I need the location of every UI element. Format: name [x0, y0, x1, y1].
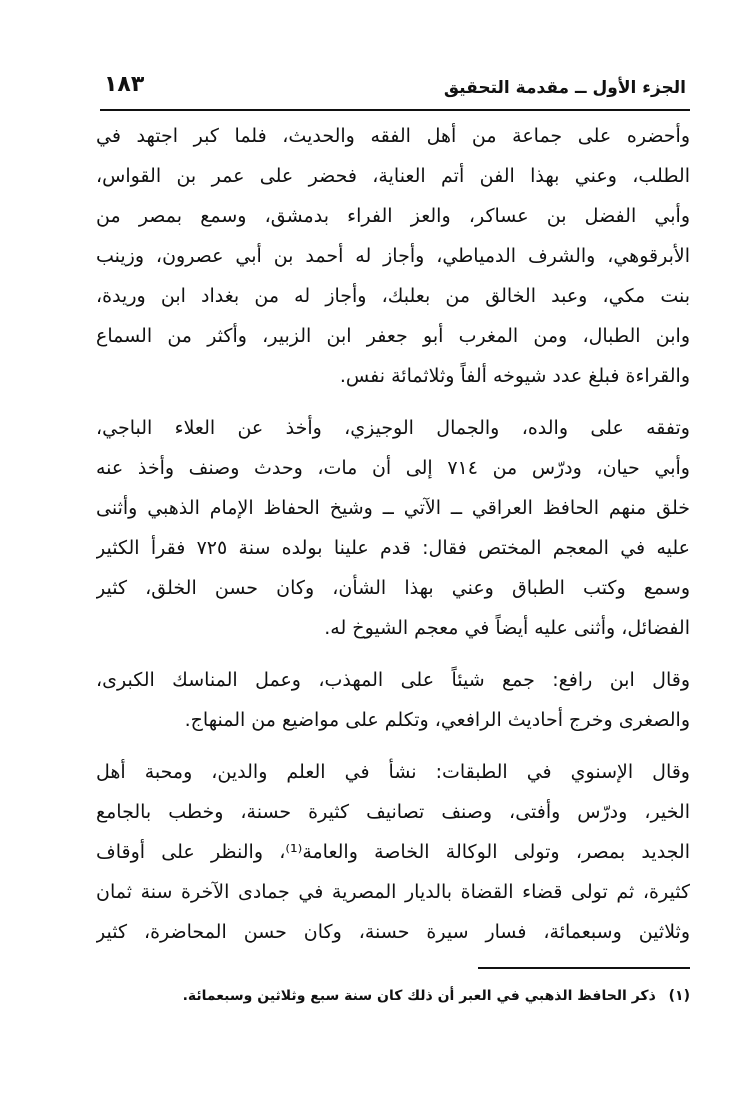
text-line: وأحضره على جماعة من أهل الفقه والحديث، فلما كبر اجتهد في	[96, 125, 690, 147]
text-line: وابن الطبال، ومن المغرب أبو جعفر ابن الزبير، وأكثر من السماع	[96, 325, 690, 347]
footnote	[100, 985, 690, 1007]
text-line: والصغرى وخرج أحاديث الرافعي، وتكلم على مواضيع من المنهاج.	[184, 709, 690, 731]
body-text	[96, 116, 690, 964]
paragraph-2	[96, 408, 690, 648]
page-number: ١٨٣	[104, 72, 145, 97]
text-line: بنت مكي، وعبد الخالق من بعلبك، وأجاز له من بغداد ابن وريدة،	[96, 285, 690, 307]
text-line: وتفقه على والده، والجمال الوجيزي، وأخذ عن العلاء الباجي،	[96, 417, 690, 439]
text-line: الخير، ودرّس وأفتى، وصنف تصانيف كثيرة حسنة، وخطب بالجامع	[96, 801, 690, 823]
text-line: وقال ابن رافع: جمع شيئاً على المهذب، وعمل المناسك الكبرى،	[96, 669, 690, 691]
text-line: الأبرقوهي، والشرف الدمياطي، وأجاز له أحمد بن أبي عصرون، وزينب	[96, 245, 690, 267]
paragraph-4	[96, 752, 690, 952]
header-rule	[100, 109, 690, 111]
text-line: كثيرة، ثم تولى قضاء القضاة بالديار المصرية في جمادى الآخرة سنة ثمان	[96, 881, 690, 903]
text-line: خلق منهم الحافظ العراقي ــ الآتي ــ وشيخ الحفاظ الإمام الذهبي وأثنى	[96, 497, 690, 519]
text-line: والقراءة فبلغ عدد شيوخه ألفاً وثلاثمائة نفس.	[339, 365, 690, 387]
paragraph-1	[96, 116, 690, 396]
text-line: وقال الإسنوي في الطبقات: نشأ في العلم والدين، ومحبة أهل	[96, 761, 690, 783]
footnote-text: ذكر الحافظ الذهبي في العبر أن ذلك كان سنة سبع وثلاثين وسبعمائة.	[182, 988, 656, 1004]
footnote-marker: (١)	[668, 988, 690, 1004]
text-line: وأبي الفضل بن عساكر، والعز الفراء بدمشق، وسمع بمصر من	[96, 205, 690, 227]
text-line: وثلاثين وسبعمائة، فسار سيرة حسنة، وكان حسن المحاضرة، كثير	[96, 921, 690, 943]
footnote-rule	[478, 967, 690, 969]
text-line: الطلب، وعني بهذا الفن أتم العناية، فحضر على عمر بن القواس،	[96, 165, 690, 187]
text-line: الجديد بمصر، وتولى الوكالة الخاصة والعامة⁽¹⁾، والنظر على أوقاف	[96, 841, 690, 863]
header-title: الجزء الأول ــ مقدمة التحقيق	[443, 78, 686, 98]
text-line: وأبي حيان، ودرّس من ٧١٤ إلى أن مات، وحدث وصنف وأخذ عنه	[96, 457, 690, 479]
text-line: وسمع وكتب الطباق وعني بهذا الشأن، وكان حسن الخلق، كثير	[96, 577, 690, 599]
running-header	[104, 72, 686, 102]
text-line: عليه في المعجم المختص فقال: قدم علينا بولده سنة ٧٢٥ فقرأ الكثير	[96, 537, 690, 559]
paragraph-3	[96, 660, 690, 740]
text-line: الفضائل، وأثنى عليه أيضاً في معجم الشيوخ له.	[324, 617, 690, 639]
